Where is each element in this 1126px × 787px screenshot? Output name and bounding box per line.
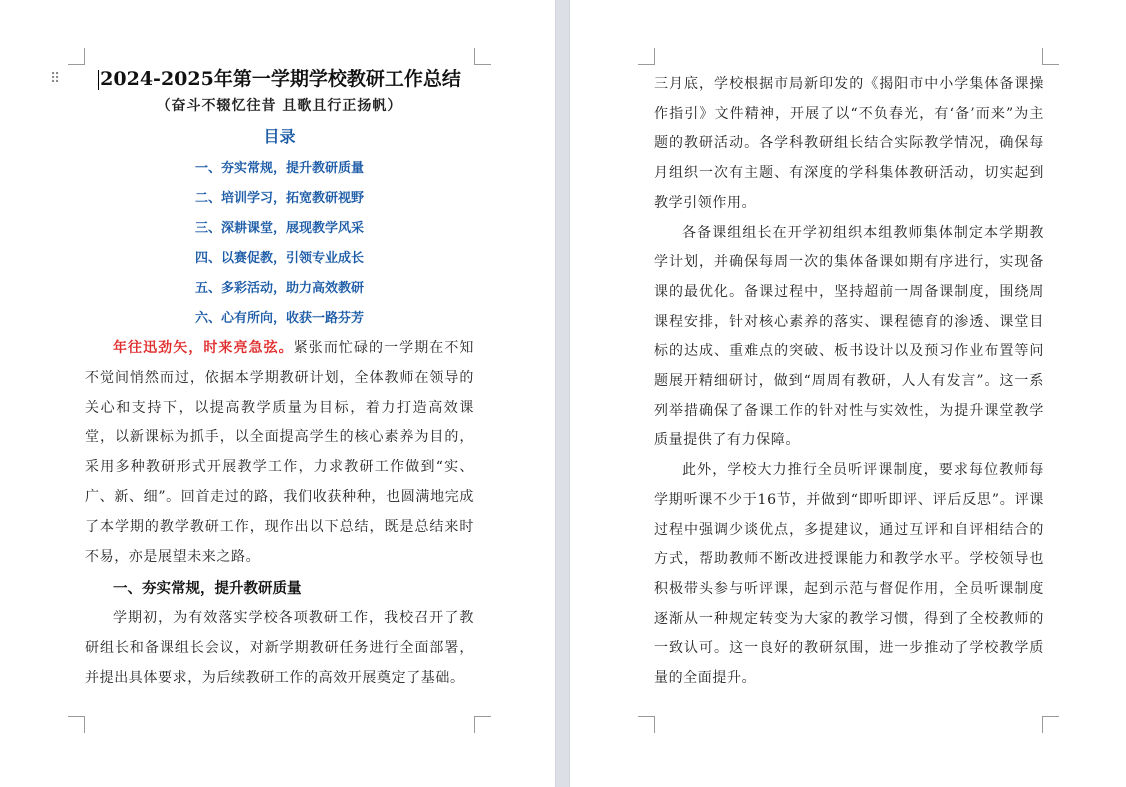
document-page-1 (0, 0, 555, 787)
intro-lead-text: 年往迅劲矢，时来亮急弦。 (113, 340, 294, 356)
crop-mark-bottom-left (68, 716, 85, 733)
crop-mark-top-right (474, 48, 491, 65)
crop-mark-top-left (68, 48, 85, 65)
page-1-content[interactable] (85, 64, 474, 694)
crop-mark-top-left (638, 48, 655, 65)
toc-item[interactable]: 四、以赛促教，引领专业成长 (194, 251, 364, 266)
toc-item[interactable]: 六、心有所向，收获一路芬芳 (194, 311, 364, 326)
drag-handle-icon[interactable]: ⠿ (50, 71, 61, 87)
paragraph-collective-lesson-prep: 三月底，学校根据市局新印发的《揭阳市中小学集体备课操作指引》文件精神，开展了以“不负春光，有‘备’而来”为主题的教研活动。各学科教研组长结合实际教学情况，确保每月组织一次有主题、有深度的学科集体教研活动，切实起到教学引领作用。 (654, 76, 1044, 211)
crop-mark-bottom-right (474, 716, 491, 733)
paragraph-lesson-group-planning: 各备课组组长在开学初组织本组教师集体制定本学期教学计划，并确保每周一次的集体备课如期有序进行，实现备课的最优化。备课过程中，坚持超前一周备课制度，围绕周课程安排，针对核心素养的落实、课程德育的渗透、课堂目标的达成、重难点的突破、板书设计以及预习作业布置等问题展开精细研讨，做到“周周有教研，人人有发言”。这一系列举措确保了备课工作的针对性与实效性，为提升课堂教学质量提供了有力保障。 (654, 224, 1044, 449)
crop-mark-bottom-right (1042, 716, 1059, 733)
table-of-contents (85, 154, 474, 334)
intro-paragraph (85, 334, 474, 572)
document-title-text: 2024-2025年第一学期学校教研工作总结 (100, 68, 461, 90)
intro-body-text: 紧张而忙碌的一学期在不知不觉间悄然而过，依据本学期教研计划，全体教师在领导的关心和支持下，以提高教学质量为目标，着力打造高效课堂，以新课标为抓手，以全面提高学生的核心素养为目的，采用多种教研形式开展教学工作，力求教研工作做到“实、广、新、细”。回首走过的路，我们收获种种，也圆满地完成了本学期的教学教研工作，现作出以下总结，既是总结来时不易，亦是展望未来之路。 (85, 340, 475, 565)
crop-mark-bottom-left (638, 716, 655, 733)
toc-item[interactable]: 五、多彩活动，助力高效教研 (194, 281, 364, 296)
document-title[interactable] (85, 64, 474, 94)
section-1-paragraph: 学期初，为有效落实学校各项教研工作，我校召开了教研组长和备课组长会议，对新学期教研任务进行全面部署，并提出具体要求，为后续教研工作的高效开展奠定了基础。 (85, 610, 474, 686)
toc-item[interactable]: 二、培训学习，拓宽教研视野 (194, 191, 364, 206)
paragraph-lesson-observation: 此外，学校大力推行全员听评课制度，要求每位教师每学期听课不少于16节，并做到“即听即评、评后反思”。评课过程中强调少谈优点，多提建议，通过互评和自评相结合的方式，帮助教师不断改进授课能力和教学水平。学校领导也积极带头参与听评课，起到示范与督促作用，全员听课制度逐渐从一种规定转变为大家的教学习惯，得到了全校教师的一致认可。这一良好的教研氛围，进一步推动了学校教学质量的全面提升。 (654, 462, 1044, 687)
toc-heading: 目录 (263, 127, 296, 146)
toc-item[interactable]: 一、夯实常规，提升教研质量 (194, 161, 364, 176)
page-2-content[interactable] (654, 70, 1044, 694)
section-heading-1: 一、夯实常规，提升教研质量 (113, 581, 302, 598)
document-subtitle: （奋斗不辍忆往昔 且歌且行正扬帆） (156, 98, 403, 114)
toc-item[interactable]: 三、深耕课堂，展现教学风采 (194, 221, 364, 236)
crop-mark-top-right (1042, 48, 1059, 65)
